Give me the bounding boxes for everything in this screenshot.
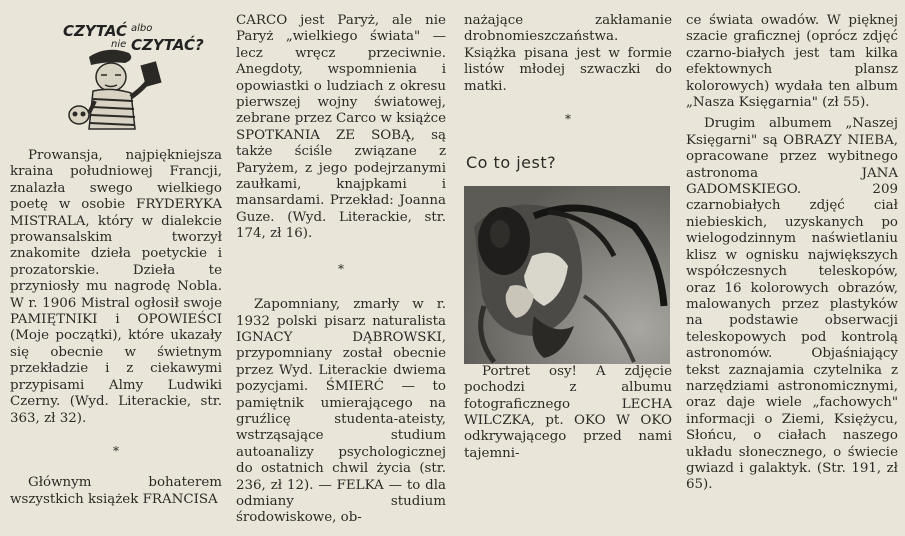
album-paragraph: ce świata owadów. W pięknej szacie graficznej (oprócz zdjęć czarno-białych jest tam kilka efektownych plansz kolorowych) wydała ten album „Nasza Księgarnia" (zł 55). [686, 13, 898, 111]
logo-czytac-question: CZYTAĆ? [131, 36, 204, 54]
wasp-image [464, 186, 670, 364]
separator-star: * [338, 261, 344, 276]
section-heading: Co to jest? [466, 153, 557, 173]
separator-star: * [565, 112, 571, 127]
dabrowski-paragraph: Zapomniany, zmarły w r. 1932 polski pisarz naturalista IGNACY DĄBROWSKI, przypomniany został obecnie przez Wyd. Literackie dwiema pozycjami. ŚMIERĆ — to pamiętnik umierającego na gruźlicę studenta-ateisty, wstrząsające studium autoanalizy psychologicznej do ostatnich chwil życia (str. 236, zł 12). — FELKA — to dla odmiany studium środowiskowe, ob- [236, 297, 446, 526]
column-2 [236, 0, 446, 527]
photo-caption: Portret osy! A zdjęcie pochodzi z albumu fotograficznego LECHA WILCZKA, pt. OKO W OKO odkrywającego przed nami tajemni- [464, 363, 672, 461]
column-4 [686, 0, 898, 494]
logo-czytac: CZYTAĆ [63, 22, 127, 40]
logo-albo: albo [131, 23, 153, 34]
carco-paragraph: CARCO jest Paryż, ale nie Paryż „wielkiego świata" — lecz wręcz przeciwnie. Anegdoty, wspomnienia i opowiastki o ludziach z okresu pierwszej wojny światowej, zebrane przez Carco w książce SPOTKANIA ZE SOBĄ, są także ściśle związane z Paryżem, z jego podejrzanymi zaułkami, knajpkami i mansardami. Przekład: Joanna Guze. (Wyd. Literackie, str. 174, zł 16). [236, 13, 446, 242]
separator-star: * [113, 443, 119, 458]
mistral-paragraph: Prowansja, najpiękniejsza kraina południowej Francji, znalazła swego wielkiego poetę w osobie FRYDERYKA MISTRALA, który w dialekcie prowansalskim tworzył znakomite dzieła poetyckie i prozatorskie. Dzieła te przyniosły mu nagrodę Nobla. W r. 1906 Mistral ogłosił swoje PAMIĘTNIKI i OPOWIEŚCI (Moje początki), które ukazały się obecnie w świetnym przekładzie i z ciekawymi przypisami Almy Ludwiki Czerny. (Wyd. Literackie, str. 363, zł 32). [10, 148, 222, 426]
obrazy-nieba-paragraph: Drugim albumem „Naszej Księgarni" są OBRAZY NIEBA, opracowane przez wybitnego astronoma JANA GADOMSKIEGO. 209 czarnobiałych zdjęć ciał niebieskich, uzyskanych po wielogodzinnym naświetlaniu klisz w ognisku największych współczesnych teleskopów, oraz 16 kolorowych obrazów, malowanych przez plastyków na podstawie obserwacji teleskopowych pod kontrolą astronomów. Objaśniający tekst zaznajamia czytelnika z narzędziami astronomicznymi, oraz daje wiele „fachowych" informacji o Ziemi, Księżycu, Słońcu, o ciałach naszego układu słonecznego, o świecie gwiazd i galaktyk. (Str. 191, zł 65). [686, 116, 898, 493]
carco-paragraph-start: Głównym bohaterem wszystkich książek FRANCISA [10, 475, 222, 507]
logo-nie: nie [111, 39, 127, 50]
czytac-logo [55, 17, 204, 135]
reader-illustration [55, 17, 185, 135]
wasp-photo [464, 186, 670, 364]
column-3 [464, 0, 672, 462]
felka-paragraph-end: nażające zakłamanie drobnomieszczaństwa. Książka pisana jest w formie listów młodej szwaczki do matki. [464, 13, 672, 94]
